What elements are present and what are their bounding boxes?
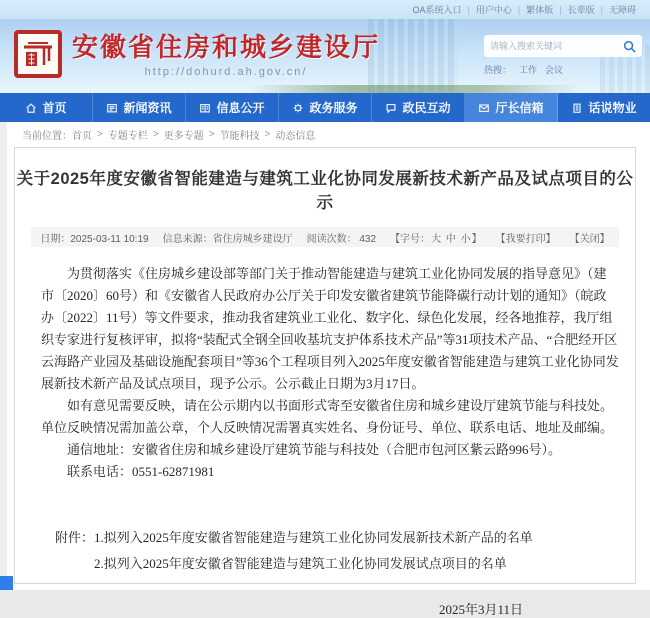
font-size-control bbox=[390, 230, 482, 245]
nav-item-news[interactable] bbox=[93, 93, 186, 122]
open-book-icon bbox=[199, 102, 211, 114]
breadcrumb-separator: > bbox=[208, 129, 215, 140]
breadcrumb-separator: > bbox=[97, 129, 103, 140]
nav-item-property-talk[interactable] bbox=[558, 93, 650, 122]
newspaper-icon bbox=[106, 102, 118, 114]
gear-icon bbox=[292, 102, 304, 114]
site-header bbox=[0, 19, 650, 93]
nav-item-gov-services[interactable] bbox=[279, 93, 372, 122]
search-input[interactable] bbox=[490, 41, 623, 51]
nav-label: 政民互动 bbox=[402, 101, 451, 115]
topbar-link-user-center[interactable]: 用户中心 bbox=[475, 5, 512, 15]
nav-label: 话说物业 bbox=[588, 101, 637, 115]
breadcrumb-label: 当前位置： bbox=[22, 131, 72, 142]
nav-item-director-mailbox[interactable] bbox=[465, 93, 558, 122]
topbar-separator: | bbox=[467, 4, 470, 15]
attachments bbox=[55, 525, 619, 577]
topbar-link-oa[interactable]: OA系统入口 bbox=[412, 5, 462, 15]
topbar-separator: | bbox=[517, 4, 521, 15]
main-nav bbox=[0, 93, 650, 122]
font-size-suffix: 】 bbox=[471, 233, 482, 245]
attachments-label: 附件： bbox=[55, 530, 95, 545]
site-url: http://dohurd.ah.gov.cn/ bbox=[144, 66, 308, 78]
page-left-gutter bbox=[0, 122, 7, 590]
topbar-link-elder[interactable]: 长辈版 bbox=[567, 5, 595, 15]
font-size-prefix: 【字号： bbox=[390, 233, 431, 245]
nav-label: 厅长信箱 bbox=[495, 101, 544, 115]
hot-search-label: 热搜： bbox=[484, 65, 512, 75]
article-body bbox=[41, 263, 619, 483]
paragraph-postal-address: 通信地址：安徽省住房和城乡建设厅建筑节能与科技处（合肥市包河区紫云路996号）。 bbox=[67, 442, 562, 457]
nav-item-info-disclosure[interactable] bbox=[186, 93, 279, 122]
building-icon bbox=[571, 102, 583, 114]
breadcrumb-special-columns[interactable]: 专题专栏 bbox=[107, 131, 148, 142]
breadcrumb-separator: > bbox=[152, 129, 159, 140]
site-title: 安徽省住房和城乡建设厅 bbox=[72, 32, 381, 62]
paragraph-contact-phone: 联系电话：0551-62871981 bbox=[67, 464, 215, 479]
topbar-link-traditional[interactable]: 繁体版 bbox=[526, 5, 554, 15]
nav-item-home[interactable] bbox=[0, 93, 93, 122]
article-meta-bar bbox=[31, 227, 619, 247]
topbar-separator: | bbox=[559, 4, 562, 15]
topbar-separator: | bbox=[600, 4, 603, 15]
treetop-decoration bbox=[250, 85, 580, 93]
breadcrumb-more-topics[interactable]: 更多专题 bbox=[163, 131, 204, 142]
nav-label: 政务服务 bbox=[309, 101, 358, 115]
print-button[interactable]: 【我要打印】 bbox=[495, 233, 556, 245]
search-icon[interactable] bbox=[623, 40, 636, 53]
meta-views: 阅读次数： 432 bbox=[306, 233, 377, 245]
paragraph: 如有意见需要反映，请在公示期内以书面形式寄至安徽省住房和城乡建设厅建筑节能与科技处。单位反映情况需加盖公章，个人反映情况需署真实姓名、身份证号、单位、联系电话、地址及邮编。 bbox=[41, 398, 614, 435]
breadcrumb-dynamic-info[interactable]: 动态信息 bbox=[275, 131, 316, 142]
close-button[interactable]: 【关闭】 bbox=[569, 233, 610, 245]
attachment-link-2[interactable]: 2.拟列入2025年度安徽省智能建造与建筑工业化协同发展试点项目的名单 bbox=[94, 556, 507, 571]
breadcrumb bbox=[0, 122, 650, 147]
font-size-small-button[interactable]: 小 bbox=[460, 233, 471, 245]
nav-item-public-interaction[interactable] bbox=[372, 93, 465, 122]
site-logo-icon bbox=[14, 30, 62, 78]
bottom-left-widget[interactable] bbox=[0, 576, 13, 590]
nav-label: 信息公开 bbox=[216, 101, 265, 115]
chat-bubble-icon bbox=[385, 102, 397, 114]
meta-date: 日期：2025-03-11 10:19 bbox=[40, 233, 149, 245]
nav-label: 新闻资讯 bbox=[123, 101, 172, 115]
attachment-link-1[interactable]: 1.拟列入2025年度安徽省智能建造与建筑工业化协同发展新技术新产品的名单 bbox=[94, 530, 533, 545]
hot-search bbox=[484, 63, 642, 76]
breadcrumb-separator: > bbox=[264, 129, 271, 140]
article-title: 关于2025年度安徽省智能建造与建筑工业化协同发展新技术新产品及试点项目的公示 bbox=[16, 170, 634, 212]
topbar-link-accessible[interactable]: 无障碍 bbox=[608, 5, 636, 15]
meta-source: 信息来源：省住房城乡建设厅 bbox=[162, 233, 293, 245]
hot-search-term[interactable]: 工作 bbox=[519, 65, 538, 75]
font-size-medium-button[interactable]: 中 bbox=[445, 233, 456, 245]
home-icon bbox=[25, 102, 37, 114]
font-size-large-button[interactable]: 大 bbox=[431, 233, 442, 245]
hot-search-term[interactable]: 会议 bbox=[545, 65, 564, 75]
mailbox-icon bbox=[478, 102, 490, 114]
search-box bbox=[484, 35, 642, 57]
top-utility-bar bbox=[0, 0, 650, 19]
breadcrumb-home[interactable]: 首页 bbox=[72, 131, 92, 142]
building-photo-decoration bbox=[368, 19, 458, 93]
paragraph: 为贯彻落实《住房城乡建设部等部门关于推动智能建造与建筑工业化协同发展的指导意见》（建市〔2020〕60号）和《安徽省人民政府办公厅关于印发安徽省建筑节能降碳行动计划的通知》（皖政办〔2022〕11号）等文件要求，推动我省建筑业工业化、数字化、绿色化发展，经各地推荐，我厅组织专家进行复核评审，拟将“装配式全钢全回收基坑支护体系技术产品”等31项技术产品、“合肥经开区云海路产业园及基础设施配套项目”等36个工程项目列入2025年度安徽省智能建造与建筑工业化协同发展新技术新产品及试点项目，现予公示。公示截止日期为3月17日。 bbox=[41, 266, 619, 391]
article-panel bbox=[14, 147, 636, 617]
article-sign-date: 2025年3月11日 bbox=[438, 602, 523, 617]
breadcrumb-energy-tech[interactable]: 节能科技 bbox=[219, 131, 260, 142]
nav-label: 首页 bbox=[42, 101, 67, 115]
